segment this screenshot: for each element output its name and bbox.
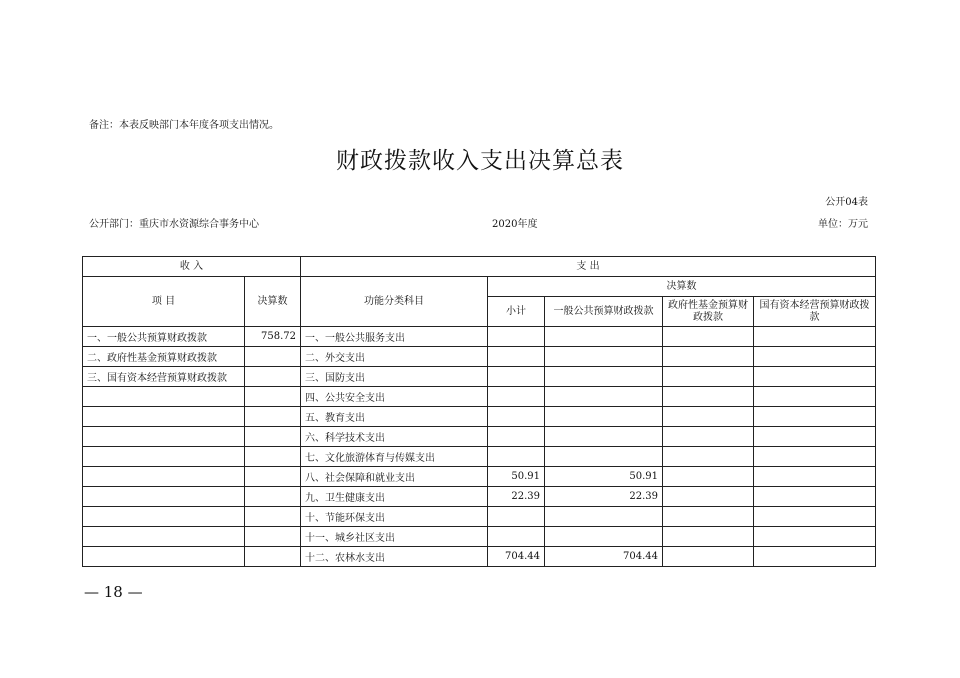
subtotal-cell: 50.91 bbox=[488, 467, 545, 487]
table-row bbox=[83, 467, 876, 487]
final-amount-group-header: 决算数 bbox=[488, 277, 876, 297]
expense-item-cell: 三、国防支出 bbox=[301, 367, 488, 387]
gov-fund-header: 政府性基金预算财政拨款 bbox=[663, 297, 754, 327]
income-amount-cell bbox=[245, 367, 301, 387]
income-amount-cell bbox=[245, 487, 301, 507]
general-budget-cell bbox=[545, 387, 663, 407]
income-amount-cell bbox=[245, 547, 301, 567]
general-budget-cell: 50.91 bbox=[545, 467, 663, 487]
expense-item-cell: 九、卫生健康支出 bbox=[301, 487, 488, 507]
item-header: 项 目 bbox=[83, 277, 245, 327]
expense-item-cell: 六、科学技术支出 bbox=[301, 427, 488, 447]
function-category-header: 功能分类科目 bbox=[301, 277, 488, 327]
gov-fund-cell bbox=[663, 407, 754, 427]
income-item-cell bbox=[83, 427, 245, 447]
income-item-cell: 一、一般公共预算财政拨款 bbox=[83, 327, 245, 347]
table-row bbox=[83, 427, 876, 447]
income-amount-cell bbox=[245, 507, 301, 527]
department-label: 公开部门：重庆市水资源综合事务中心 bbox=[89, 219, 259, 230]
subtotal-cell: 704.44 bbox=[488, 547, 545, 567]
income-amount-cell bbox=[245, 447, 301, 467]
general-budget-cell: 704.44 bbox=[545, 547, 663, 567]
gov-fund-cell bbox=[663, 547, 754, 567]
state-capital-cell bbox=[754, 487, 876, 507]
state-capital-cell bbox=[754, 327, 876, 347]
state-capital-header: 国有资本经营预算财政拨款 bbox=[754, 297, 876, 327]
expense-item-cell: 七、文化旅游体育与传媒支出 bbox=[301, 447, 488, 467]
income-item-cell bbox=[83, 407, 245, 427]
unit-label: 单位：万元 bbox=[818, 219, 868, 230]
general-budget-cell: 22.39 bbox=[545, 487, 663, 507]
table-row bbox=[83, 367, 876, 387]
gov-fund-cell bbox=[663, 527, 754, 547]
state-capital-cell bbox=[754, 527, 876, 547]
general-budget-cell bbox=[545, 527, 663, 547]
subtotal-cell bbox=[488, 507, 545, 527]
general-budget-cell bbox=[545, 367, 663, 387]
state-capital-cell bbox=[754, 347, 876, 367]
general-budget-cell bbox=[545, 347, 663, 367]
subtotal-header: 小计 bbox=[488, 297, 545, 327]
income-item-cell bbox=[83, 467, 245, 487]
gov-fund-cell bbox=[663, 447, 754, 467]
gov-fund-cell bbox=[663, 327, 754, 347]
table-row bbox=[83, 527, 876, 547]
table-row bbox=[83, 347, 876, 367]
income-amount-cell: 758.72 bbox=[245, 327, 301, 347]
general-budget-cell bbox=[545, 507, 663, 527]
general-budget-cell bbox=[545, 427, 663, 447]
expense-item-cell: 二、外交支出 bbox=[301, 347, 488, 367]
page-number: — 18 — bbox=[84, 583, 143, 601]
table-row bbox=[83, 327, 876, 347]
gov-fund-cell bbox=[663, 367, 754, 387]
income-item-cell: 二、政府性基金预算财政拨款 bbox=[83, 347, 245, 367]
income-item-cell bbox=[83, 527, 245, 547]
income-item-cell bbox=[83, 387, 245, 407]
state-capital-cell bbox=[754, 507, 876, 527]
income-item-cell bbox=[83, 547, 245, 567]
general-budget-cell bbox=[545, 447, 663, 467]
income-amount-cell bbox=[245, 427, 301, 447]
year-label: 2020年度 bbox=[492, 219, 538, 230]
state-capital-cell bbox=[754, 427, 876, 447]
expense-item-cell: 五、教育支出 bbox=[301, 407, 488, 427]
table-row bbox=[83, 487, 876, 507]
income-item-cell bbox=[83, 507, 245, 527]
gov-fund-cell bbox=[663, 427, 754, 447]
table-row bbox=[83, 507, 876, 527]
subtotal-cell: 22.39 bbox=[488, 487, 545, 507]
income-amount-cell bbox=[245, 407, 301, 427]
general-budget-header: 一般公共预算财政拨款 bbox=[545, 297, 663, 327]
general-budget-cell bbox=[545, 327, 663, 347]
subtotal-cell bbox=[488, 387, 545, 407]
table-row bbox=[83, 387, 876, 407]
subtotal-cell bbox=[488, 347, 545, 367]
income-amount-cell bbox=[245, 347, 301, 367]
subtotal-cell bbox=[488, 447, 545, 467]
expense-item-cell: 十、节能环保支出 bbox=[301, 507, 488, 527]
expense-item-cell: 四、公共安全支出 bbox=[301, 387, 488, 407]
page-title: 财政拨款收入支出决算总表 bbox=[336, 148, 624, 174]
income-amount-cell bbox=[245, 467, 301, 487]
income-item-cell: 三、国有资本经营预算财政拨款 bbox=[83, 367, 245, 387]
gov-fund-cell bbox=[663, 467, 754, 487]
expense-item-cell: 十一、城乡社区支出 bbox=[301, 527, 488, 547]
gov-fund-cell bbox=[663, 487, 754, 507]
subtotal-cell bbox=[488, 327, 545, 347]
subtotal-cell bbox=[488, 367, 545, 387]
state-capital-cell bbox=[754, 467, 876, 487]
table-row bbox=[83, 447, 876, 467]
gov-fund-cell bbox=[663, 387, 754, 407]
table-row bbox=[83, 407, 876, 427]
expense-header: 支 出 bbox=[301, 257, 876, 277]
form-code: 公开04表 bbox=[825, 197, 868, 208]
state-capital-cell bbox=[754, 447, 876, 467]
expense-item-cell: 一、一般公共服务支出 bbox=[301, 327, 488, 347]
subtotal-cell bbox=[488, 427, 545, 447]
subtotal-cell bbox=[488, 407, 545, 427]
gov-fund-cell bbox=[663, 347, 754, 367]
state-capital-cell bbox=[754, 367, 876, 387]
state-capital-cell bbox=[754, 387, 876, 407]
expense-item-cell: 八、社会保障和就业支出 bbox=[301, 467, 488, 487]
income-amount-cell bbox=[245, 527, 301, 547]
state-capital-cell bbox=[754, 407, 876, 427]
budget-summary-table bbox=[82, 256, 876, 567]
income-item-cell bbox=[83, 447, 245, 467]
expense-item-cell: 十二、农林水支出 bbox=[301, 547, 488, 567]
general-budget-cell bbox=[545, 407, 663, 427]
table-row bbox=[83, 547, 876, 567]
income-header: 收 入 bbox=[83, 257, 301, 277]
final-amount-header: 决算数 bbox=[245, 277, 301, 327]
state-capital-cell bbox=[754, 547, 876, 567]
income-amount-cell bbox=[245, 387, 301, 407]
table-note: 备注：本表反映部门本年度各项支出情况。 bbox=[89, 120, 279, 131]
gov-fund-cell bbox=[663, 507, 754, 527]
subtotal-cell bbox=[488, 527, 545, 547]
income-item-cell bbox=[83, 487, 245, 507]
